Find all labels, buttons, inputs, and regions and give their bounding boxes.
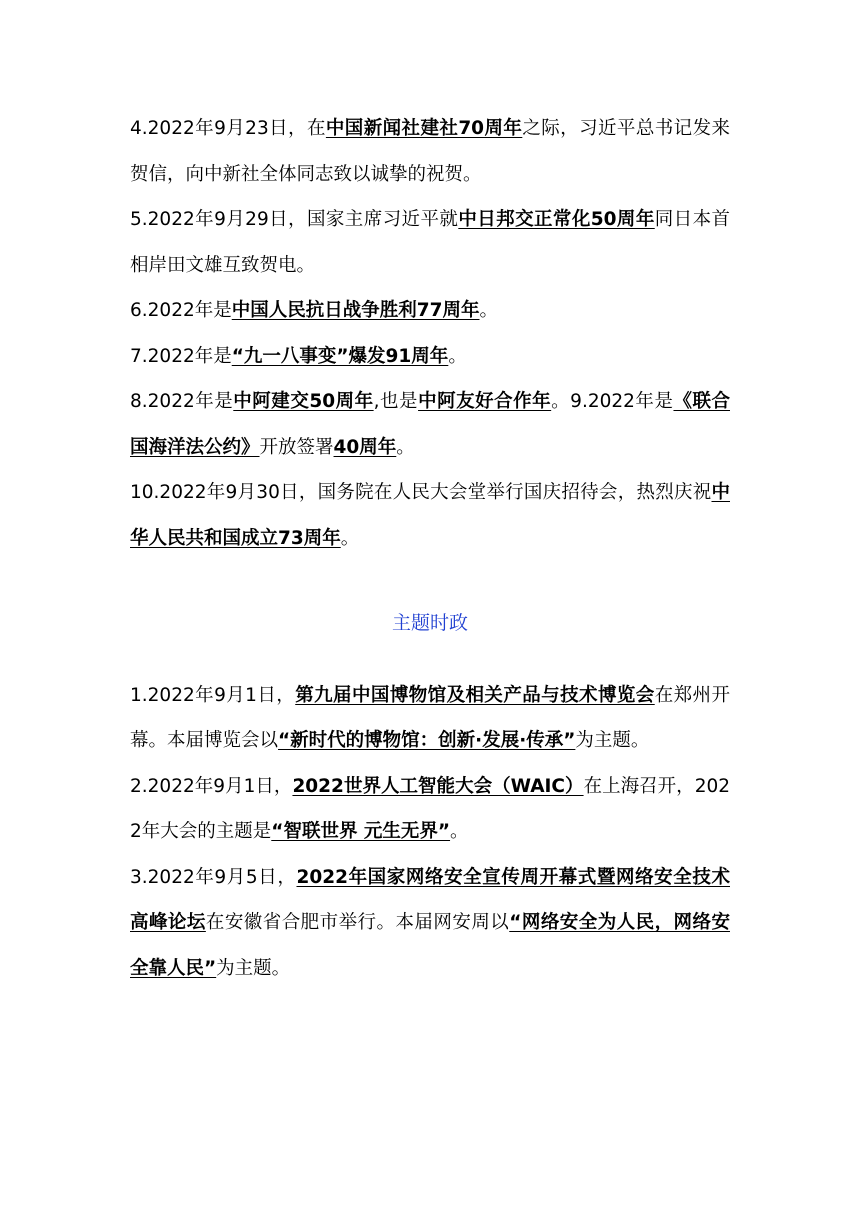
body-text: 5.2022年9月29日，国家主席习近平就 (130, 209, 459, 230)
highlighted-text: 2022年国家网络安全宣传周开幕式暨网络安全技术高峰论坛 (130, 866, 730, 933)
body-text: 2.2022年9月1日， (130, 775, 293, 797)
highlighted-text: 中华人民共和国成立73周年 (130, 482, 730, 549)
theme-item (130, 764, 730, 855)
highlighted-text: 40周年 (333, 436, 397, 458)
highlighted-text: “网络安全为人民，网络安全靠人民” (130, 912, 730, 979)
anniversary-item (130, 288, 730, 334)
highlighted-text: 中阿友好合作年 (418, 391, 552, 412)
highlighted-text: 中国新闻社建社70周年 (325, 118, 523, 139)
body-text: 。 (479, 300, 498, 321)
body-text: 为主题。 (575, 730, 650, 751)
highlighted-text: 《联合国海洋法公约》 (130, 391, 730, 458)
body-text: 在上海召开，2022年大会的主题是 (130, 775, 731, 842)
theme-news-list (130, 673, 730, 992)
body-text: 4.2022年9月23日，在 (130, 118, 326, 139)
anniversary-item (130, 379, 730, 470)
highlighted-text: “九一八事变”爆发91周年 (231, 345, 449, 367)
body-text: 。 (340, 527, 360, 549)
body-text: 7.2022年是 (130, 345, 232, 367)
theme-item (130, 855, 730, 992)
section-title: 主题时政 (391, 612, 468, 634)
theme-item (130, 673, 730, 764)
anniversary-item (130, 197, 730, 288)
body-text: 为主题。 (216, 957, 291, 979)
highlighted-text: “新时代的博物馆：创新·发展·传承” (278, 730, 576, 751)
body-text: ,也是 (373, 391, 419, 412)
body-text: 开放签署 (259, 436, 334, 458)
body-text: 3.2022年9月5日， (130, 866, 297, 888)
body-text: 10.2022年9月30日，国务院在人民大会堂举行国庆招待会，热烈庆祝 (130, 482, 712, 503)
body-text: 在郑州开幕。本届博览会以 (130, 684, 730, 751)
body-text: 。9.2022年是 (551, 391, 674, 412)
anniversary-item (130, 334, 730, 380)
highlighted-text: 中国人民抗日战争胜利77周年 (231, 300, 480, 321)
body-text: 之际，习近平总书记发来贺信，向中新社全体同志致以诚挚的祝贺。 (130, 118, 730, 185)
highlighted-text: 第九届中国博物馆及相关产品与技术博览会 (295, 684, 655, 706)
body-text: 。 (448, 345, 467, 367)
body-text: 6.2022年是 (130, 300, 232, 321)
anniversary-item (130, 470, 730, 561)
anniversary-list (130, 106, 730, 561)
body-text: 8.2022年是 (130, 391, 234, 412)
highlighted-text: 中日邦交正常化50周年 (458, 209, 655, 230)
body-text: 1.2022年9月1日， (130, 684, 296, 706)
body-text: 。 (450, 821, 469, 842)
body-text: 。 (396, 436, 415, 458)
body-text: 同日本首相岸田文雄互致贺电。 (130, 209, 730, 276)
highlighted-text: “智联世界 元生无界” (271, 821, 451, 842)
highlighted-text: 2022世界人工智能大会（WAIC） (292, 775, 584, 797)
body-text: 在安徽省合肥市举行。本届网安周以 (205, 912, 510, 933)
highlighted-text: 中阿建交50周年 (233, 391, 374, 412)
anniversary-item (130, 106, 730, 197)
